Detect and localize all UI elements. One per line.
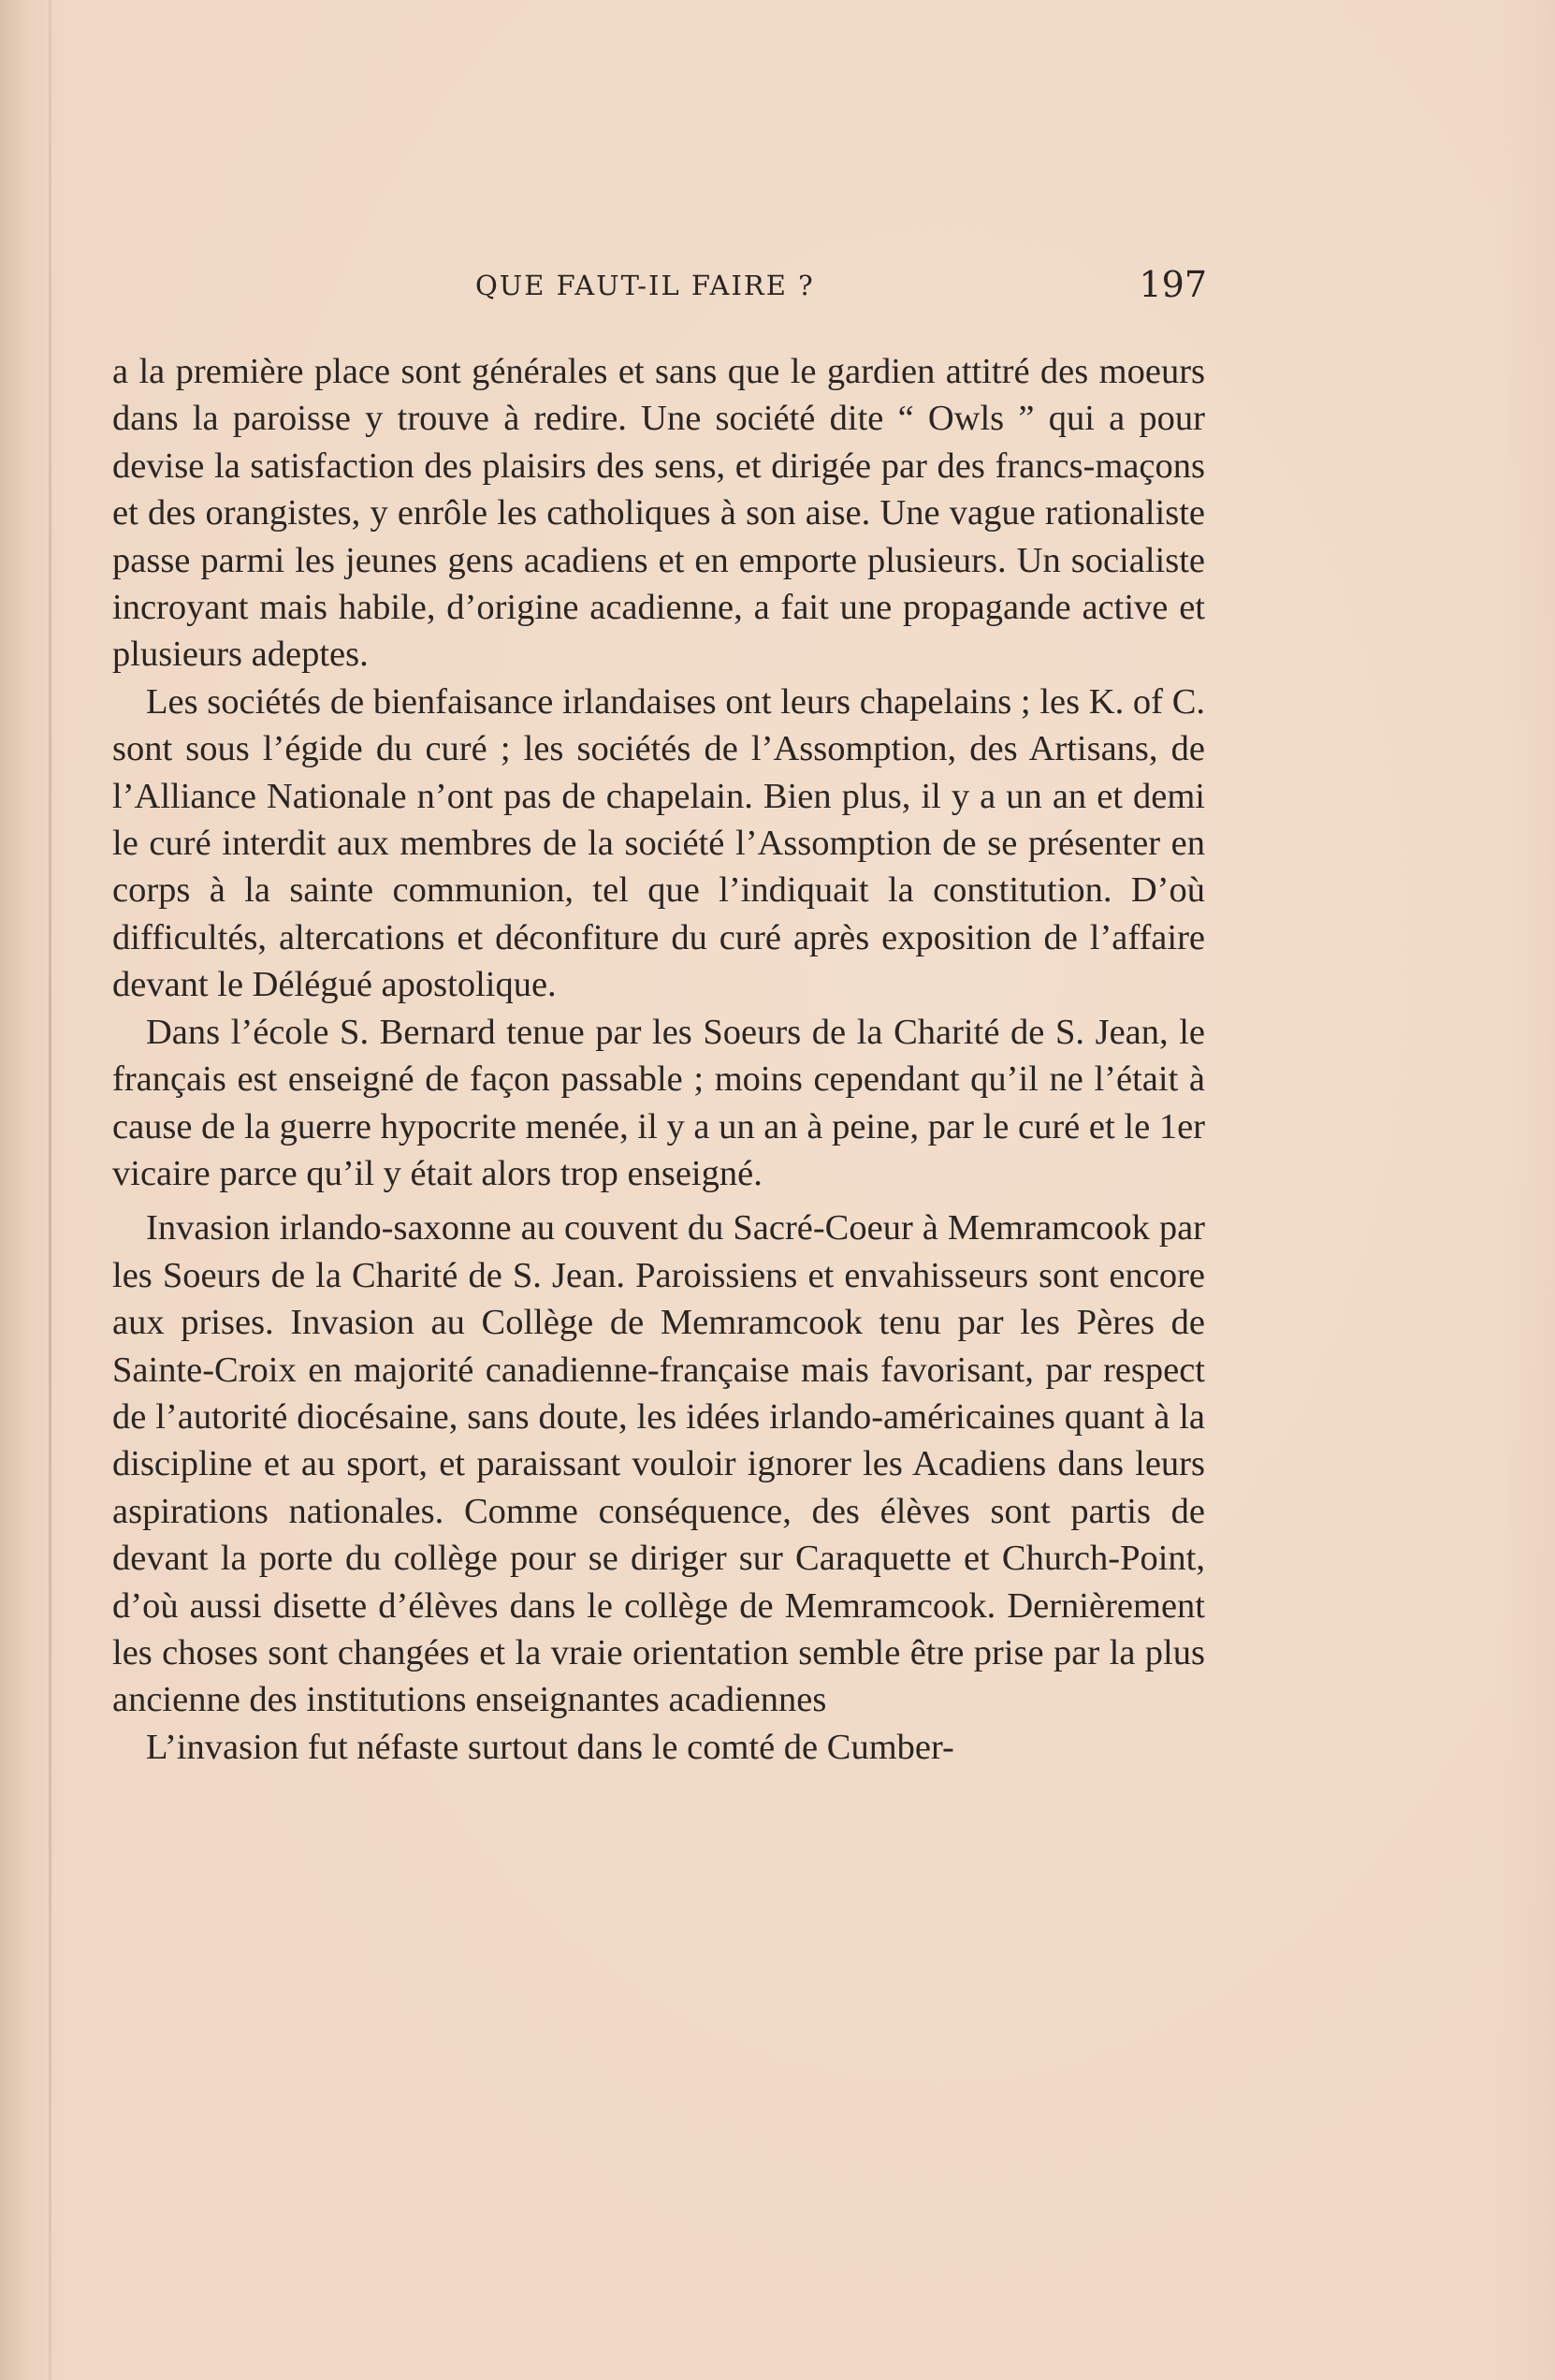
page-header (112, 264, 1207, 311)
paragraph: Les sociétés de bienfaisance irlandaises ont leurs chapelains ; les K. of C. sont sous l’égide du curé ; les sociétés de l’Assomption, des Artisans, de l’Alliance Nationale n’ont pas de chapelain. Bien plus, il y a un an et demi le curé interdit aux membres de la société l’Assomption de se présenter en corps à la sainte communion, tel que l’indiquait la constitution. D’où difficultés, altercations et déconfiture du curé après exposition de l’affaire devant le Délégué apostolique. (112, 681, 1205, 1005)
paragraph: Invasion irlando-saxonne au couvent du Sacré-Coeur à Memramcook par les Soeurs de la Charité de S. Jean. Paroissiens et envahisseurs sont encore aux prises. Invasion au Collège de Memramcook tenu par les Pères de Sainte-Croix en majorité canadienne-française mais favorisant, par respect de l’autorité diocésaine, sans doute, les idées irlando-américaines quant à la discipline et au sport, et paraissant vouloir ignorer les Acadiens dans leurs aspirations nationales. Comme conséquence, des élèves sont partis de devant la porte du collège pour se diriger sur Caraquette et Church-Point, d’où aussi disette d’élèves dans le collège de Memramcook. Dernièrement les choses sont changées et la vraie orientation semble être prise par la plus ancienne des institutions enseignantes acadiennes (112, 1208, 1205, 1720)
paragraph: a la première place sont générales et sans que le gardien attitré des moeurs dans la paroisse y trouve à redire. Une société dite “ Owls ” qui a pour devise la satisfaction des plaisirs des sens, et dirigée par des francs-maçons et des orangistes, y enrôle les catholiques à son aise. Une vague rationaliste passe parmi les jeunes gens acadiens et en emporte plusieurs. Un socialiste incroyant mais habile, d’origine acadienne, a fait une propagande active et plusieurs adeptes. (112, 352, 1205, 675)
binding-shadow (49, 0, 51, 2380)
page-number: 197 (1139, 264, 1207, 305)
paragraph: L’invasion fut néfaste surtout dans le comté de Cumber- (146, 1727, 954, 1767)
paragraph: Dans l’école S. Bernard tenue par les Soeurs de la Charité de S. Jean, le français est enseigné de façon passable ; moins cependant qu’il ne l’était à cause de la guerre hypocrite menée, il y a un an à peine, par le curé et le 1er vicaire parce qu’il y était alors trop enseigné. (112, 1012, 1205, 1193)
body-text (112, 348, 1205, 1771)
running-title: QUE FAUT-IL FAIRE ? (475, 270, 815, 301)
